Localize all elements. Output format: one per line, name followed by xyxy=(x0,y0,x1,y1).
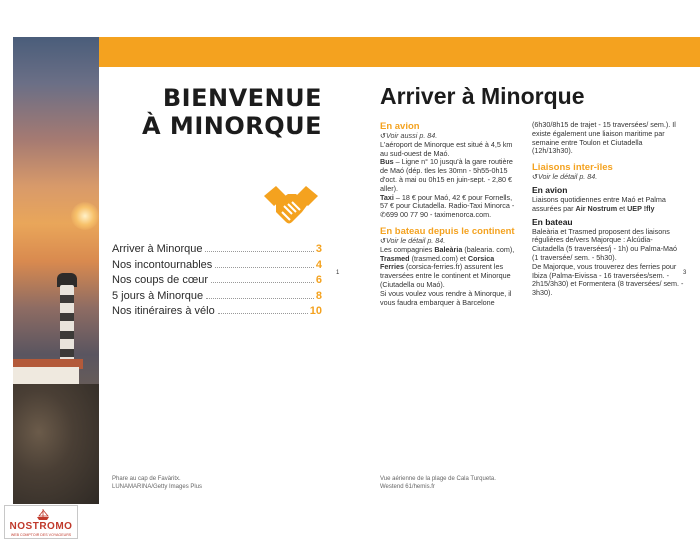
text-fragment: Liaisons quotidiennes entre Maó et Palma assurées par xyxy=(532,194,666,213)
page-title xyxy=(130,84,322,140)
taxi-label: Taxi xyxy=(380,192,394,202)
logo-brand: NOSTROMO xyxy=(9,521,73,532)
right-page-title: Arriver à Minorque xyxy=(380,83,585,109)
photo-caption-left xyxy=(112,475,202,491)
sub-heading: En avion xyxy=(532,184,568,195)
toc-page: 3 xyxy=(315,243,322,255)
toc-page: 6 xyxy=(315,274,322,286)
company-name: Air Nostrum xyxy=(575,203,618,213)
text-fragment: (balearia. com), xyxy=(462,244,515,254)
paragraph: Baleària et Trasmed proposent des liaisons régulières de/vers Majorque : Alcúdia-Ciutadella (5 traversées/j - 1h) ou Palma-Maó (1 traversée/ sem. - 5h30). xyxy=(532,226,678,262)
text-fragment: (corsica-ferries.fr) assurent les traversées entre le continent et Minorque (Ciutadella ou Maó). xyxy=(380,262,511,289)
text-fragment: et xyxy=(617,203,628,213)
photo-caption-right xyxy=(380,475,496,491)
toc-item[interactable] xyxy=(112,289,322,305)
left-page-number: 1 xyxy=(336,270,340,276)
right-page-number: 3 xyxy=(683,270,687,276)
text-column-2 xyxy=(532,120,687,298)
toc-item[interactable] xyxy=(112,304,322,320)
paragraph: Si vous voulez vous rendre à Minorque, il vous faudra embarquer à Barcelone xyxy=(380,288,512,307)
toc-leader xyxy=(215,267,314,268)
ship-icon xyxy=(36,508,50,521)
text-fragment: (trasmed.com) et xyxy=(409,253,468,263)
toc-label: Nos itinéraires à vélo xyxy=(112,305,215,317)
toc-label: Nos incontournables xyxy=(112,258,213,271)
company-name: UEP !fly xyxy=(627,203,655,213)
company-name: Baleària xyxy=(434,244,463,254)
section-heading: Liaisons inter-îles xyxy=(532,162,613,174)
section-heading: En avion xyxy=(380,121,420,132)
title-line-1: BIENVENUE xyxy=(162,84,322,112)
nostromo-logo xyxy=(4,505,78,539)
caption-credit: Westend 61/hemis.fr xyxy=(380,484,435,490)
sun xyxy=(71,202,99,230)
paragraph xyxy=(532,196,684,214)
text-fragment: Les compagnies xyxy=(380,244,435,254)
see-also-link[interactable]: ↺ Voir le détail p. 84. xyxy=(380,237,520,246)
caption-text: Phare au cap de Favàritx. xyxy=(112,476,181,482)
see-also-link[interactable]: ↺ Voir aussi p. 84. xyxy=(380,132,520,141)
toc-item[interactable] xyxy=(112,258,322,274)
toc-label: Arriver à Minorque xyxy=(112,243,203,255)
company-name: Trasmed xyxy=(380,253,410,263)
toc-label: Nos coups de cœur xyxy=(112,274,208,286)
toc-leader xyxy=(206,298,314,299)
toc-leader xyxy=(205,251,313,252)
table-of-contents xyxy=(112,242,322,320)
toc-page: 10 xyxy=(309,305,322,317)
toc-label: 5 jours à Minorque xyxy=(112,289,204,302)
paragraph: (6h30/8h15 de trajet - 15 traversées/ sem.). Il existe également une liaison maritime par semaine entre Toulon et Ciutadella (12h/13h30). xyxy=(532,120,676,156)
toc-page: 4 xyxy=(315,258,322,271)
rocks xyxy=(13,384,99,504)
toc-leader xyxy=(211,282,314,283)
toc-page: 8 xyxy=(315,289,322,302)
logo-tagline: WEB COMPTOIR DES VOYAGEURS xyxy=(10,533,72,537)
paragraph xyxy=(380,158,520,193)
company-name: Corsica Ferries xyxy=(380,253,495,272)
see-also-link[interactable]: ↺ Voir le détail p. 84. xyxy=(532,173,684,182)
paragraph: De Majorque, vous trouverez des ferries pour Ibiza (Palma-Eivissa - 16 traversées/sem. - 2h15/3h30) et Formentera (8 traversées/ sem. - 3h30). xyxy=(532,261,684,298)
toc-leader xyxy=(218,313,308,314)
toc-item[interactable] xyxy=(112,242,322,258)
lighthouse-photo xyxy=(13,37,99,504)
handshake-icon xyxy=(262,182,320,230)
paragraph xyxy=(380,194,520,220)
text-column-1 xyxy=(380,121,520,307)
toc-item[interactable] xyxy=(112,273,322,289)
bus-text: – Ligne n° 10 jusqu'à la gare routière de Maó (dép. tles les 30mn - 5h55-0h15 d'oct. à mai ou 0h15 en juin-sept. - 2,80 € aller). xyxy=(380,157,513,193)
section-heading: En bateau depuis le continent xyxy=(380,225,515,237)
bus-label: Bus xyxy=(380,157,394,167)
taxi-text: – 18 € pour Maó, 42 € pour Fornells, 57 € pour Ciutadella. Radio-Taxi Minorca - ✆699 00 77 90 - taximenorca.com. xyxy=(380,192,515,220)
title-line-2: À MINORQUE xyxy=(142,112,322,140)
caption-text: Vue aérienne de la plage de Cala Turqueta. xyxy=(380,476,496,482)
paragraph: L'aéroport de Minorque est situé à 4,5 km au sud-ouest de Maó. xyxy=(380,139,513,158)
sub-heading: En bateau xyxy=(532,216,573,227)
paragraph xyxy=(380,246,520,290)
caption-credit: LUNAMARINA/Getty Images Plus xyxy=(112,484,203,490)
header-accent-bar xyxy=(99,37,700,67)
